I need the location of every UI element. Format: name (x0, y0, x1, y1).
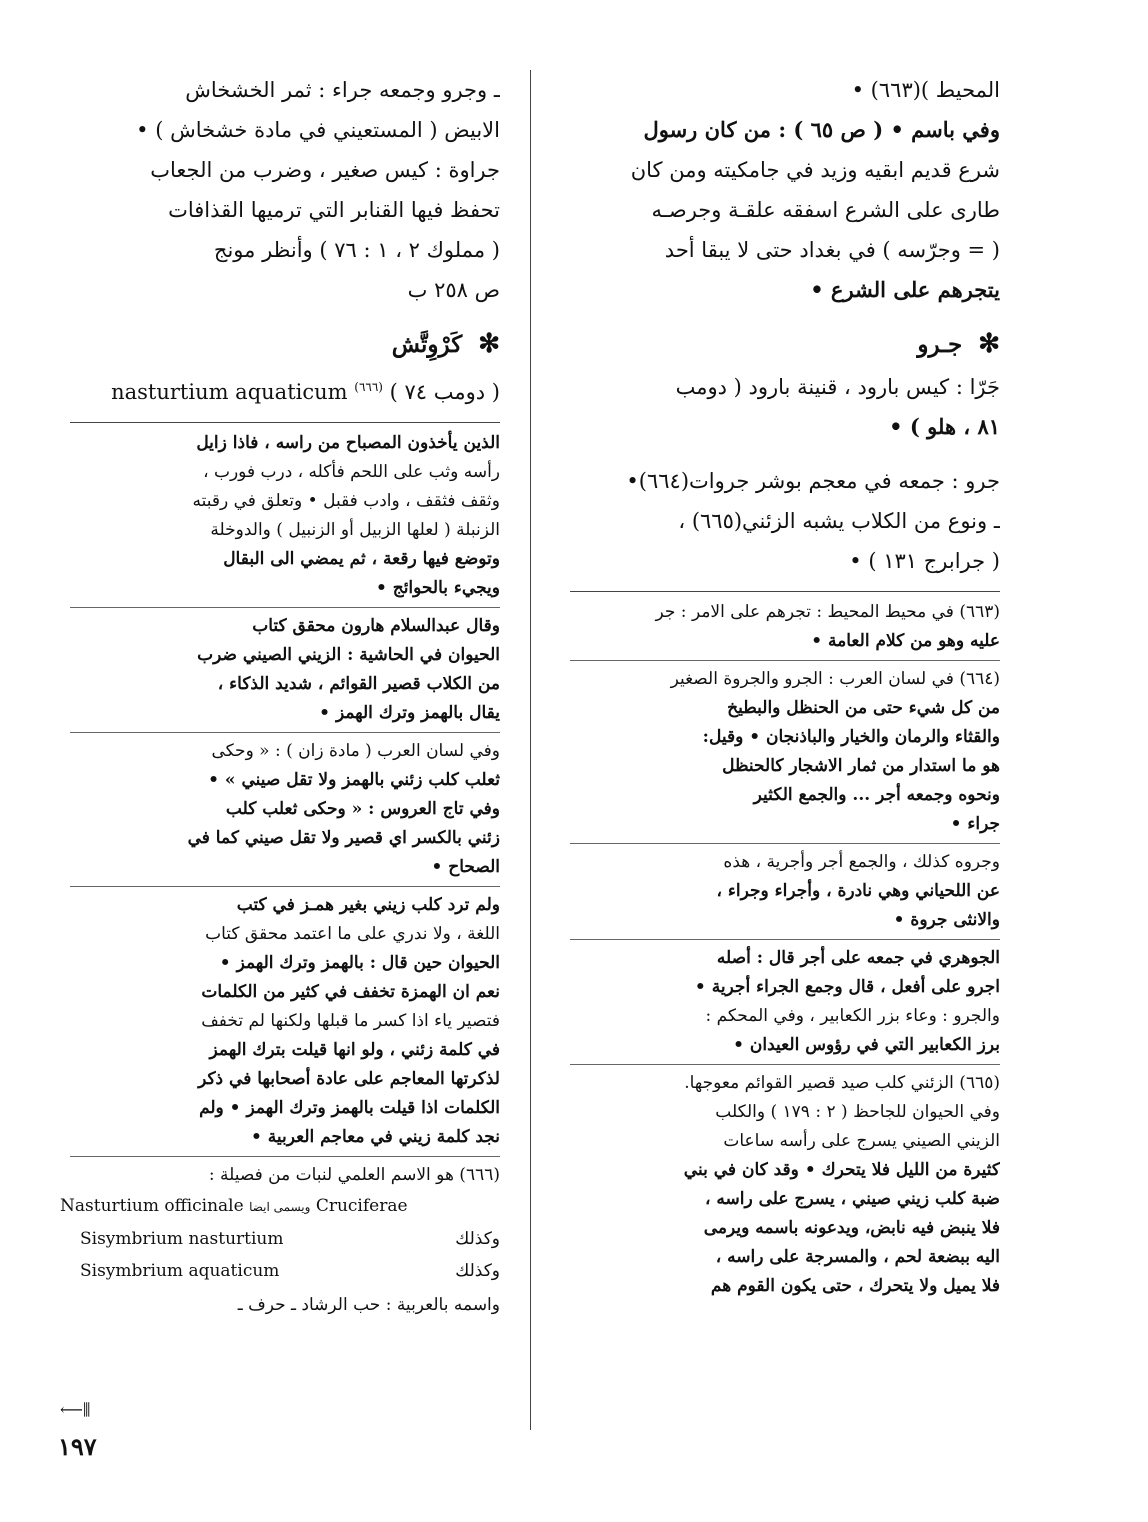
footnote-line: ونحوه وجمعه أجر ... والجمع الكثير (753, 785, 1000, 805)
footnote-line: (٦٦٣) في محيط المحيط : تجرهم على الامر : جر (655, 602, 1000, 622)
latin-name-row (60, 1190, 500, 1223)
footnote-divider (570, 843, 1000, 844)
footnote-line: وقال عبدالسلام هارون محقق كتاب (252, 616, 500, 636)
latin-entry-line (60, 367, 500, 412)
footnote-line: في كلمة زئني ، ولو انها قيلت بترك الهمز (209, 1040, 500, 1060)
footnote-line: الصحاح • (431, 857, 500, 877)
footnote-line: فتصير ياء اذا كسر ما قبلها ولكنها لم تخفف (201, 1011, 500, 1031)
footnote-line: ولم ترد كلب زيني بغير همـز في كتب (236, 895, 500, 915)
footnote-line: ويجيء بالحوائج • (375, 578, 500, 598)
footnote-separator (70, 422, 500, 423)
arabic-text: وكذلك (455, 1261, 500, 1281)
footnote-divider (70, 732, 500, 733)
text-line: جرو : جمعه في معجم بوشر جروات(٦٦٤)• (626, 469, 1000, 493)
entry-heading-text: كَرْوِتَّش (391, 331, 463, 358)
footnote-line: نجد كلمة زيني في معاجم العربية • (251, 1127, 500, 1147)
footnote-line: (٦٦٦) هو الاسم العلمي لنبات من فصيلة : (208, 1165, 500, 1185)
footnote-line: وتوضع فيها رقعة ، ثم يمضي الى البقال (223, 549, 500, 569)
footnote-line: (٦٦٥) الزئني كلب صيد قصير القوائم معوجها. (684, 1073, 1000, 1093)
footnote-divider (570, 660, 1000, 661)
footnote-line: ثعلب كلب زئني بالهمز ولا تقل صيني » • (208, 770, 500, 790)
asterisk-icon: ✻ (978, 329, 1000, 359)
asterisk-icon: ✻ (478, 329, 500, 359)
footnote-line: والقثاء والرمان والخيار والباذنجان • وقيل: (702, 727, 1000, 747)
footnote-separator (570, 591, 1000, 592)
footnote-line: رأسه وثب على اللحم فأكله ، درب فورب ، (203, 462, 500, 482)
text-line: ( = وجرّسه ) في بغداد حتى لا يبقا أحد (664, 238, 1000, 262)
reference: ( دومب ٧٤ ) (389, 380, 500, 404)
footnote-line: فلا ينبض فيه نابض، ويدعونه باسمه ويرمى (703, 1218, 1000, 1238)
footnote-line: اجرو على أفعل ، قال وجمع الجراء أجرية • (694, 977, 1000, 997)
footnote-line: لذكرتها المعاجم على عادة أصحابها في ذكر (198, 1069, 500, 1089)
arabic-text: ويسمى ايضا (249, 1200, 311, 1214)
footnote-line: وفي الحيوان للجاحظ ( ٢ : ١٧٩ ) والكلب (715, 1102, 1000, 1122)
footnote-line: وفي تاج العروس : « وحكى ثعلب كلب (225, 799, 500, 819)
footnote-line: نعم ان الهمزة تخفف في كثير من الكلمات (201, 982, 500, 1002)
footnote-line: والجرو : وعاء بزر الكعابير ، وفي المحكم : (705, 1006, 1000, 1026)
latin-term: Cruciferae (315, 1196, 408, 1216)
footnote-divider (70, 1156, 500, 1157)
footnote-line: من الكلاب قصير القوائم ، شديد الذكاء ، (217, 674, 500, 694)
footnote-line: عن اللحياني وهي نادرة ، وأجراء وجراء ، (716, 881, 1000, 901)
text-line: ص ٢٥٨ ب (407, 278, 500, 302)
page-number: ١٩٧ (58, 1432, 97, 1461)
footnote-line: كثيرة من الليل فلا يتحرك • وقد كان في بني (683, 1160, 1000, 1180)
text-line: ( مملوك ٢ ، ١ : ٧٦ ) وأنظر مونج (213, 238, 500, 262)
latin-name-row (60, 1255, 500, 1287)
footnote-line: فلا يميل ولا يتحرك ، حتى يكون القوم هم (710, 1276, 1000, 1296)
footnote-line: الكلمات اذا قيلت بالهمز وترك الهمز • ولم (199, 1098, 500, 1118)
footnote-line: الذين يأخذون المصباح من راسه ، فاذا زايل (196, 433, 500, 453)
footnote-line: وفي لسان العرب ( مادة زان ) : « وحكى (211, 741, 500, 761)
text-line: شرع قديم ابقيه وزيد في جامكيته ومن كان (630, 158, 1000, 182)
right-column (560, 70, 1000, 1301)
footnote-line: اليه ببضعة لحم ، والمسرجة على راسه ، (715, 1247, 1000, 1267)
footnote-line: الجوهري في جمعه على أجر قال : أصله (716, 948, 1000, 968)
arabic-text: وكذلك (455, 1229, 500, 1249)
footnote-line: واسمه بالعربية : حب الرشاد ـ حرف ـ (237, 1295, 500, 1315)
latin-term: Sisymbrium aquaticum (80, 1261, 280, 1281)
footnote-line: وجروه كذلك ، والجمع أجر وأجرية ، هذه (723, 852, 1000, 872)
text-line: الابيض ( المستعيني في مادة خشخاش ) • (136, 118, 500, 142)
entry-heading (60, 322, 500, 367)
latin-term: Nasturtium officinale (60, 1196, 244, 1216)
footnote-line: هو ما استدار من ثمار الاشجار كالحنظل (722, 756, 1000, 776)
entry-heading (560, 322, 1000, 367)
text-line: وفي باسم • ( ص ٦٥ ) : من كان رسول (643, 117, 1000, 142)
text-line: ٨١ ، هلو ) • (889, 414, 1000, 439)
latin-term: nasturtium aquaticum (111, 380, 348, 404)
footnote-line: وثقف فثقف ، وادب فقبل • وتعلق في رقبته (192, 491, 500, 511)
footnote-line: (٦٦٤) في لسان العرب : الجرو والجروة الصغير (670, 669, 1000, 689)
text-line: المحيط )(٦٦٣) • (851, 78, 1000, 102)
text-line: تحفظ فيها القنابر التي ترميها القذافات (168, 198, 500, 222)
footnote-line: ضبة كلب زيني صيني ، يسرج على راسه ، (704, 1189, 1000, 1209)
footnote-line: اللغة ، ولا ندري على ما اعتمد محقق كتاب (205, 924, 500, 944)
left-column (60, 70, 500, 1323)
footnote-line: جراء • (950, 814, 1000, 834)
footnote-line: الزنبلة ( لعلها الزبيل أو الزنبيل ) والدوخلة (210, 520, 500, 540)
continuation-arrow-icon: ⟵⫼ (60, 1400, 91, 1419)
footnote-line: برز الكعابير التي في رؤوس العيدان • (733, 1035, 1000, 1055)
footnote-line: يقال بالهمز وترك الهمز • (319, 703, 500, 723)
text-line: جَرّا : كيس بارود ، قنينة بارود ( دومب (675, 375, 1000, 399)
footnote-line: عليه وهو من كلام العامة • (811, 631, 1000, 651)
footnote-divider (570, 1064, 1000, 1065)
latin-name-row (60, 1223, 500, 1255)
text-line: ـ وجرو وجمعه جراء : ثمر الخشخاش (185, 78, 500, 102)
footnote-line: من كل شيء حتى من الحنظل والبطيخ (727, 698, 1000, 718)
text-line: يتجرهم على الشرع • (810, 277, 1000, 302)
footnote-ref: (٦٦٦) (354, 380, 383, 394)
footnote-divider (70, 886, 500, 887)
footnote-line: الحيوان في الحاشية : الزيني الصيني ضرب (197, 645, 500, 665)
text-line: ـ ونوع من الكلاب يشبه الزئني(٦٦٥) ، (678, 509, 1000, 533)
footnote-line: الزيني الصيني يسرج على رأسه ساعات (723, 1131, 1000, 1151)
footnote-divider (70, 607, 500, 608)
entry-heading-text: جـرو (917, 331, 963, 358)
column-divider (530, 70, 531, 1430)
footnote-divider (570, 939, 1000, 940)
text-line: ( جرابرج ١٣١ ) • (849, 549, 1000, 573)
footnote-line: زئني بالكسر اي قصير ولا تقل صيني كما في (187, 828, 500, 848)
latin-term: Sisymbrium nasturtium (80, 1229, 284, 1249)
text-line: جراوة : كيس صغير ، وضرب من الجعاب (150, 158, 500, 182)
text-line: طارى على الشرع اسفقه علقـة وجرصـه (651, 198, 1000, 222)
footnote-line: والانثى جروة • (893, 910, 1000, 930)
footnote-line: الحيوان حين قال : بالهمز وترك الهمز • (219, 953, 500, 973)
